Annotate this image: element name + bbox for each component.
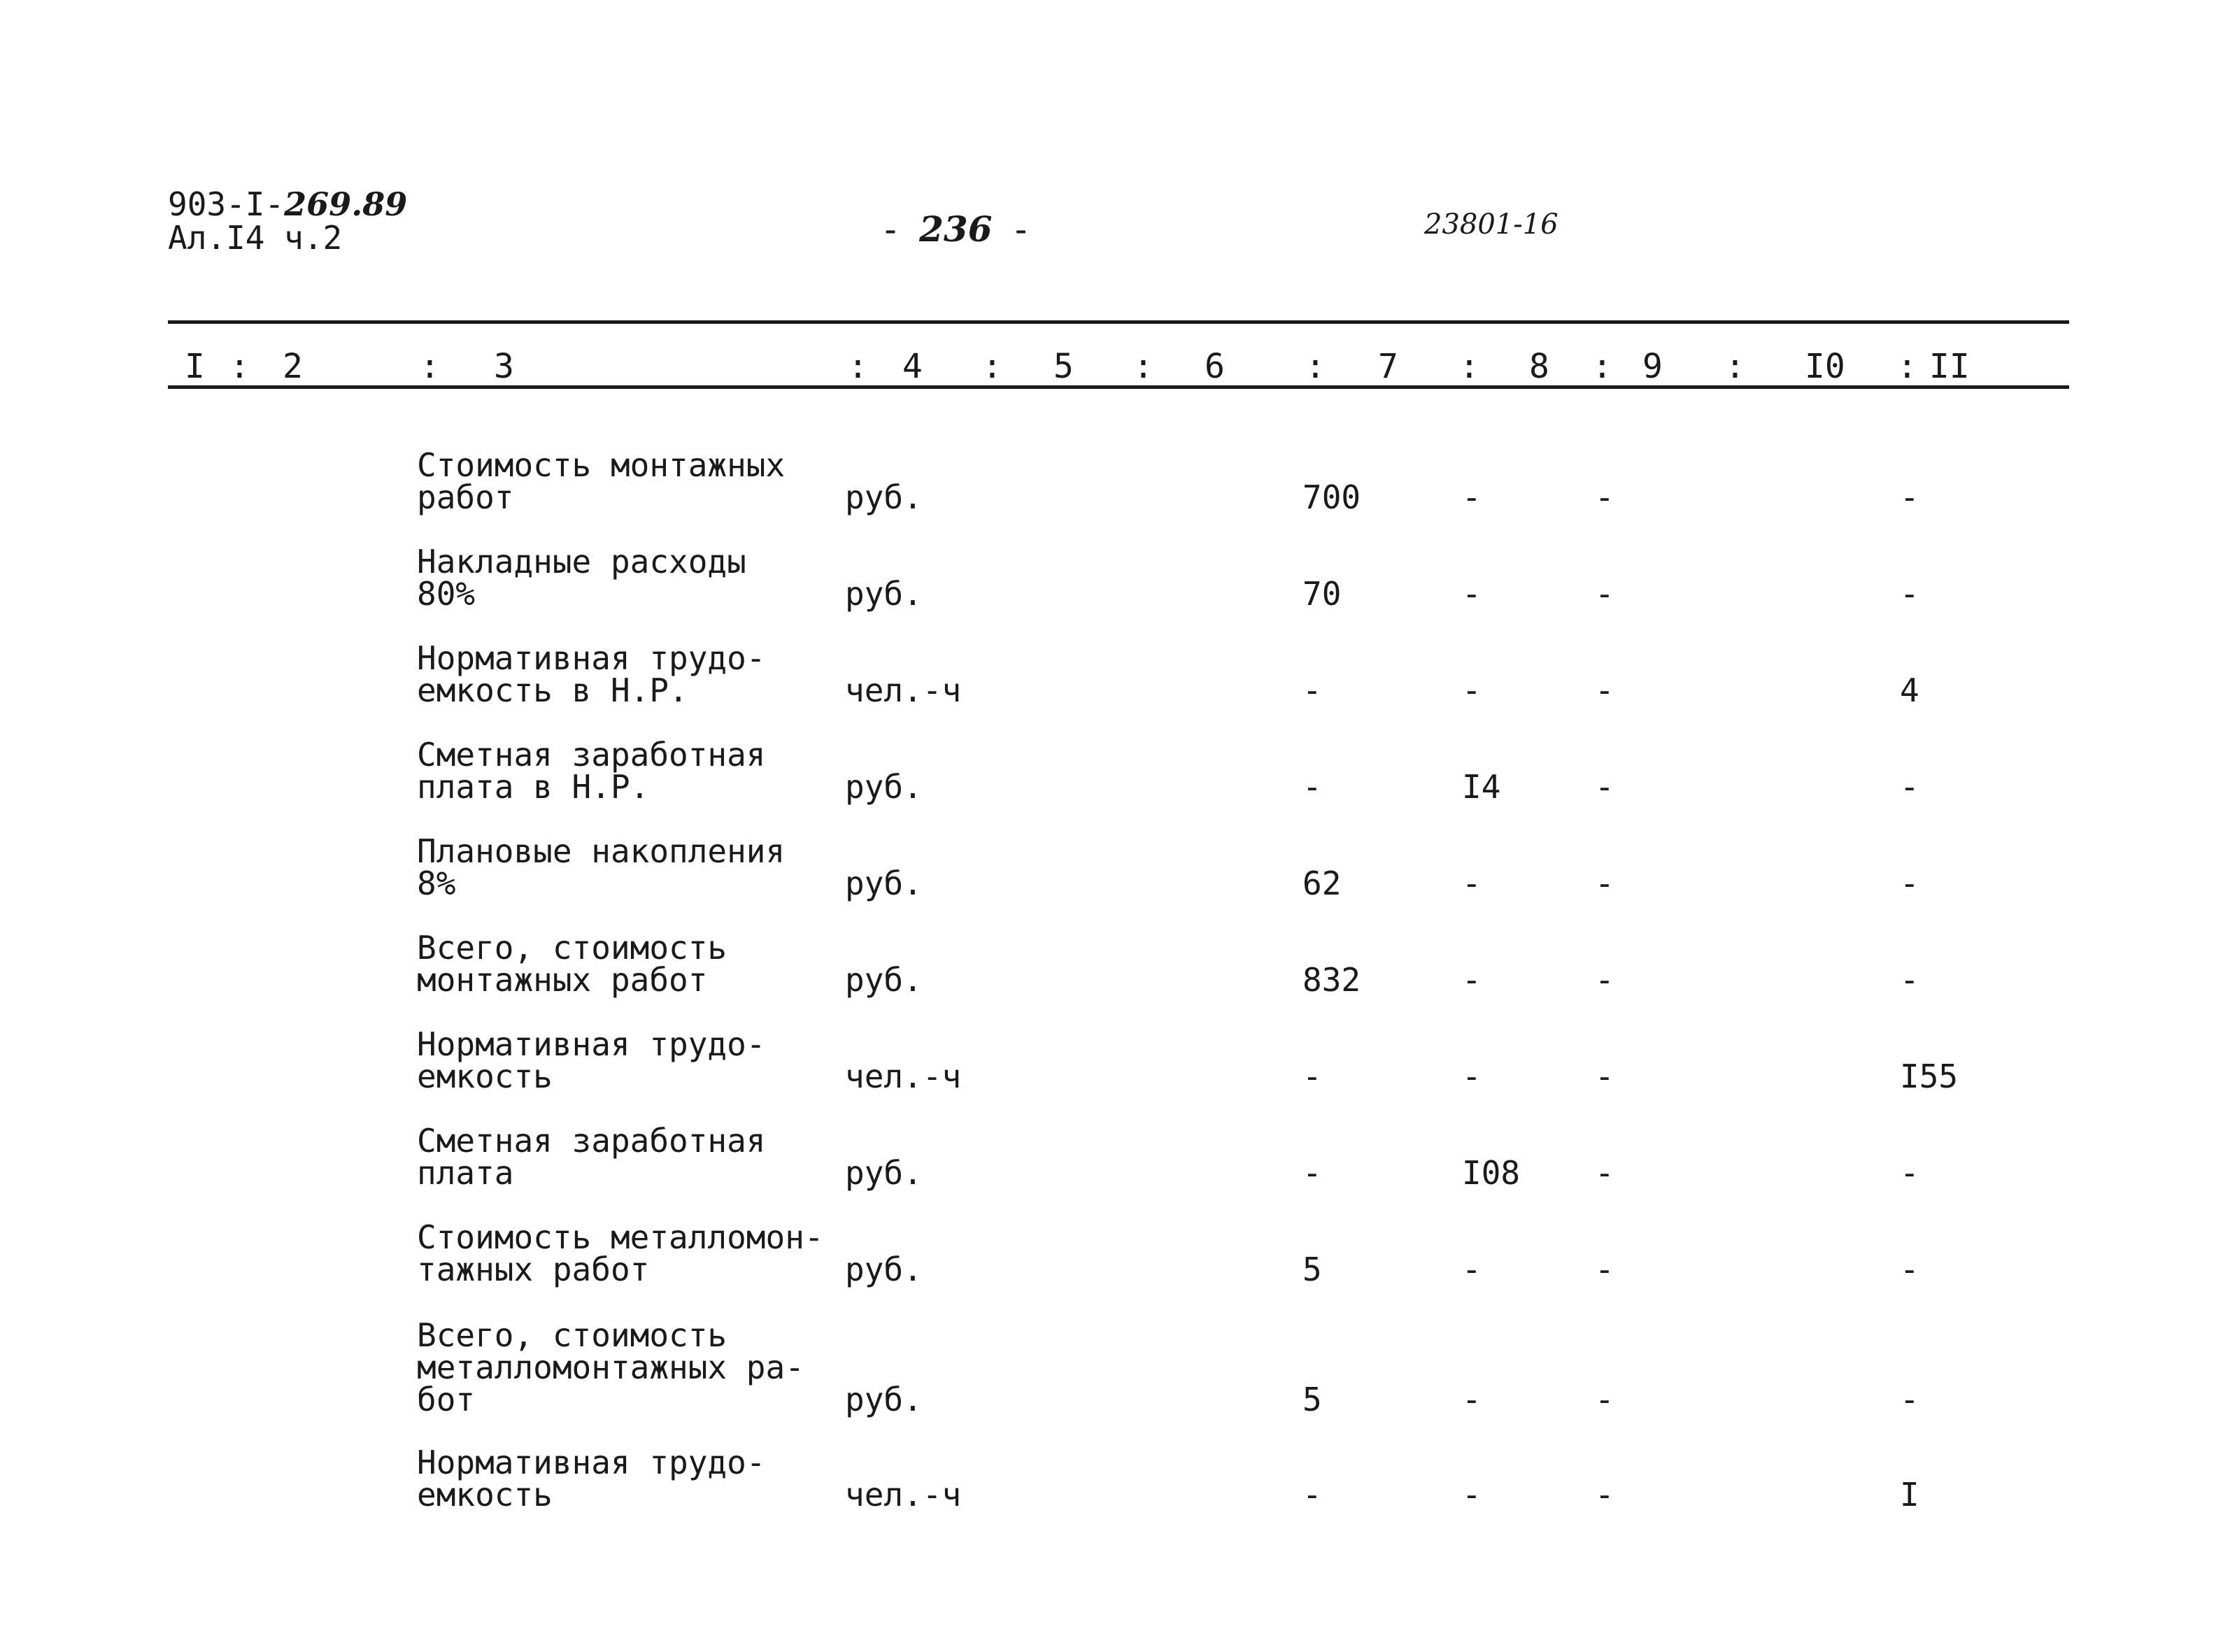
cell-col8: - — [1462, 1381, 1482, 1418]
col-num: II — [1929, 347, 1970, 386]
cell-col9: - — [1595, 671, 1614, 709]
cell-col7: 5 — [1302, 1251, 1322, 1288]
cell-col9: - — [1595, 864, 1614, 902]
cell-col7: - — [1302, 768, 1322, 806]
table-top-rule — [168, 320, 2069, 324]
row-unit: руб. — [845, 864, 923, 902]
row-unit: руб. — [845, 1154, 923, 1192]
cell-col9: - — [1595, 575, 1614, 613]
col-num: 3 — [494, 347, 514, 386]
cell-col9: - — [1595, 961, 1614, 999]
row-label: Стоимость металломон- тажных работ — [417, 1218, 824, 1288]
col-sep: : — [1305, 347, 1326, 386]
cell-col7: 70 — [1302, 575, 1342, 613]
cell-col8: I4 — [1462, 768, 1501, 806]
col-num: 9 — [1642, 347, 1663, 386]
row-unit: руб. — [845, 575, 923, 613]
col-num: 7 — [1378, 347, 1398, 386]
row-label: Сметная заработная плата — [417, 1122, 766, 1192]
cell-col9: - — [1595, 478, 1614, 516]
cell-col7: 62 — [1302, 864, 1342, 902]
cell-col8: - — [1462, 961, 1482, 999]
row-label: Нормативная трудо- емкость — [417, 1444, 766, 1514]
col-sep: : — [1592, 347, 1612, 386]
row-label: Нормативная трудо- емкость — [417, 1025, 766, 1095]
row-label: Стоимость монтажных работ — [417, 446, 786, 516]
col-num: 5 — [1053, 347, 1074, 386]
col-sep: : — [1459, 347, 1479, 386]
col-num: I — [185, 347, 205, 386]
cell-col11: I55 — [1900, 1058, 1959, 1095]
col-sep: : — [420, 347, 440, 386]
cell-col8: - — [1462, 864, 1482, 902]
col-num: 6 — [1205, 347, 1225, 386]
cell-col9: - — [1595, 1154, 1614, 1192]
cell-col8: - — [1462, 1058, 1482, 1095]
row-label: Нормативная трудо- емкость в Н.Р. — [417, 639, 766, 709]
cell-col11: - — [1900, 1251, 1919, 1288]
col-sep: : — [1897, 347, 1917, 386]
row-label: Накладные расходы 80% — [417, 543, 746, 613]
row-unit: руб. — [845, 1251, 923, 1288]
page-number: - 236 - — [880, 208, 1032, 250]
cell-col7: - — [1302, 671, 1322, 709]
row-unit: чел.-ч — [845, 671, 962, 709]
cell-col11: - — [1900, 864, 1919, 902]
col-sep: : — [982, 347, 1002, 386]
row-unit: руб. — [845, 1381, 923, 1418]
series-prefix: 903-I- — [168, 185, 285, 223]
cell-col7: 5 — [1302, 1381, 1322, 1418]
cell-col9: - — [1595, 1381, 1614, 1418]
col-sep: : — [229, 347, 250, 386]
col-sep: : — [1725, 347, 1745, 386]
col-num: 4 — [902, 347, 923, 386]
col-num: 8 — [1529, 347, 1549, 386]
cell-col9: - — [1595, 1476, 1614, 1514]
series-handwritten: 269.89 — [284, 185, 408, 223]
cell-col8: - — [1462, 478, 1482, 516]
cell-col9: - — [1595, 768, 1614, 806]
album-reference: Ал.I4 ч.2 — [168, 219, 343, 257]
row-unit: чел.-ч — [845, 1476, 962, 1514]
cell-col11: I — [1900, 1476, 1919, 1514]
cell-col11: - — [1900, 575, 1919, 613]
cell-col11: - — [1900, 768, 1919, 806]
document-code: 23801-16 — [1424, 208, 1558, 241]
row-label: Всего, стоимость металломонтажных ра- бот — [417, 1316, 804, 1418]
cell-col8: - — [1462, 1476, 1482, 1514]
cell-col8: - — [1462, 575, 1482, 613]
row-unit: руб. — [845, 478, 923, 516]
cell-col11: - — [1900, 478, 1919, 516]
cell-col8: - — [1462, 1251, 1482, 1288]
row-unit: руб. — [845, 961, 923, 999]
row-label: Плановые накопления 8% — [417, 832, 786, 902]
col-num: 2 — [283, 347, 303, 386]
cell-col8: I08 — [1462, 1154, 1521, 1192]
cell-col11: 4 — [1900, 671, 1919, 709]
row-unit: чел.-ч — [845, 1058, 962, 1095]
cell-col8: - — [1462, 671, 1482, 709]
cell-col9: - — [1595, 1251, 1614, 1288]
document-designation — [168, 187, 407, 255]
row-unit: руб. — [845, 768, 923, 806]
table-header-rule — [168, 385, 2069, 389]
page-number-value: 236 — [919, 208, 993, 250]
col-num: I0 — [1805, 347, 1845, 386]
cell-col9: - — [1595, 1058, 1614, 1095]
col-sep: : — [1133, 347, 1153, 386]
row-label: Сметная заработная плата в Н.Р. — [417, 736, 766, 806]
cell-col7: - — [1302, 1476, 1322, 1514]
col-sep: : — [848, 347, 868, 386]
cell-col11: - — [1900, 1381, 1919, 1418]
row-label: Всего, стоимость монтажных работ — [417, 929, 727, 999]
cell-col11: - — [1900, 961, 1919, 999]
cell-col7: 832 — [1302, 961, 1361, 999]
cell-col7: 700 — [1302, 478, 1361, 516]
cell-col7: - — [1302, 1154, 1322, 1192]
cell-col7: - — [1302, 1058, 1322, 1095]
cell-col11: - — [1900, 1154, 1919, 1192]
